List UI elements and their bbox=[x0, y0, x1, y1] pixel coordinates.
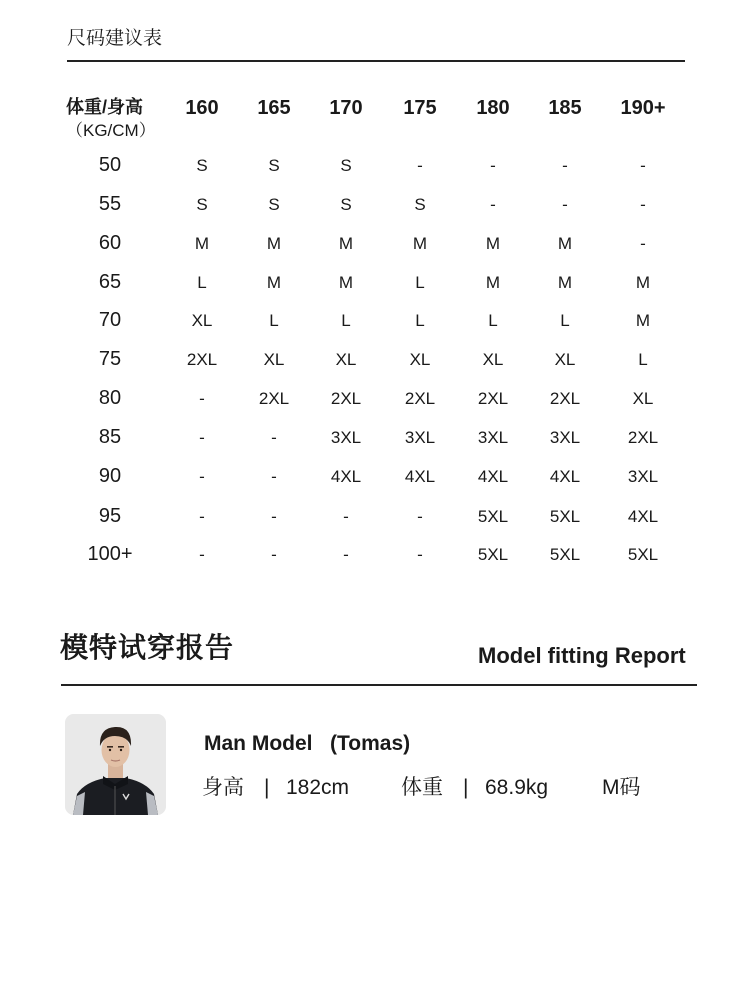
model-name: Man Model (Tomas) bbox=[204, 732, 411, 755]
model-report-title: 模特试穿报告 bbox=[60, 632, 235, 663]
size-cell: XL bbox=[263, 350, 285, 369]
size-cell: 3XL bbox=[404, 428, 436, 447]
size-cell: M bbox=[338, 234, 354, 253]
size-cell: M bbox=[338, 273, 354, 292]
size-cell: 4XL bbox=[330, 467, 362, 486]
size-cell: M bbox=[266, 234, 282, 253]
size-cell: 3XL bbox=[330, 428, 362, 447]
model-photo bbox=[65, 714, 166, 815]
size-cell: 2XL bbox=[549, 389, 581, 408]
size-cell: 5XL bbox=[477, 507, 509, 526]
size-cell: 5XL bbox=[549, 507, 581, 526]
size-cell: 5XL bbox=[627, 545, 659, 564]
weight-row-label: 60 bbox=[98, 232, 122, 254]
size-cell: - bbox=[199, 428, 205, 447]
size-cell: 4XL bbox=[627, 507, 659, 526]
weight-row-label: 85 bbox=[98, 426, 122, 448]
size-cell: 2XL bbox=[258, 389, 290, 408]
height-separator: | bbox=[264, 776, 270, 799]
weight-value: 68.9kg bbox=[485, 776, 549, 799]
size-cell: XL bbox=[482, 350, 504, 369]
size-cell: 4XL bbox=[404, 467, 436, 486]
size-cell: M bbox=[412, 234, 428, 253]
size-cell: L bbox=[488, 311, 498, 330]
size-cell: XL bbox=[191, 311, 213, 330]
height-col-0: 160 bbox=[185, 97, 219, 119]
size-cell: - bbox=[343, 507, 349, 526]
size-cell: M bbox=[557, 234, 573, 253]
size-cell: M bbox=[635, 311, 651, 330]
model-size: M码 bbox=[602, 776, 641, 799]
height-col-6: 190+ bbox=[620, 97, 666, 119]
size-cell: M bbox=[266, 273, 282, 292]
size-cell: - bbox=[199, 545, 205, 564]
size-cell: 3XL bbox=[549, 428, 581, 447]
size-cell: M bbox=[557, 273, 573, 292]
size-cell: - bbox=[417, 507, 423, 526]
size-cell: S bbox=[268, 156, 280, 175]
size-cell: S bbox=[196, 156, 208, 175]
size-cell: - bbox=[640, 234, 646, 253]
height-label: 身高 bbox=[202, 776, 244, 799]
size-cell: - bbox=[562, 195, 568, 214]
size-cell: M bbox=[194, 234, 210, 253]
size-cell: L bbox=[638, 350, 648, 369]
size-cell: - bbox=[271, 467, 277, 486]
size-cell: 2XL bbox=[186, 350, 218, 369]
size-cell: - bbox=[417, 545, 423, 564]
size-cell: - bbox=[271, 428, 277, 447]
height-col-2: 170 bbox=[329, 97, 363, 119]
weight-row-label: 95 bbox=[98, 505, 122, 527]
weight-separator: | bbox=[463, 776, 469, 799]
size-cell: XL bbox=[335, 350, 357, 369]
size-cell: - bbox=[417, 156, 423, 175]
header-weight-height-label: 体重/身高 bbox=[66, 97, 144, 117]
weight-row-label: 55 bbox=[98, 193, 122, 215]
height-col-5: 185 bbox=[548, 97, 582, 119]
weight-row-label: 50 bbox=[98, 154, 122, 176]
height-col-4: 180 bbox=[476, 97, 510, 119]
size-cell: XL bbox=[632, 389, 654, 408]
size-cell: - bbox=[343, 545, 349, 564]
size-cell: L bbox=[560, 311, 570, 330]
weight-label: 体重 bbox=[401, 776, 443, 799]
size-cell: M bbox=[485, 273, 501, 292]
size-cell: 2XL bbox=[404, 389, 436, 408]
size-cell: - bbox=[490, 195, 496, 214]
size-cell: L bbox=[269, 311, 279, 330]
report-divider bbox=[61, 684, 697, 686]
size-cell: XL bbox=[409, 350, 431, 369]
size-cell: XL bbox=[554, 350, 576, 369]
size-cell: S bbox=[196, 195, 208, 214]
size-cell: L bbox=[415, 273, 425, 292]
weight-row-label: 80 bbox=[98, 387, 122, 409]
height-value: 182cm bbox=[286, 776, 350, 799]
size-cell: 2XL bbox=[627, 428, 659, 447]
size-cell: L bbox=[415, 311, 425, 330]
height-col-3: 175 bbox=[403, 97, 437, 119]
header-unit-label: （KG/CM） bbox=[66, 121, 156, 140]
size-cell: 4XL bbox=[549, 467, 581, 486]
size-cell: 2XL bbox=[477, 389, 509, 408]
size-cell: S bbox=[414, 195, 426, 214]
size-cell: 3XL bbox=[477, 428, 509, 447]
size-cell: - bbox=[271, 545, 277, 564]
size-cell: M bbox=[635, 273, 651, 292]
size-cell: - bbox=[562, 156, 568, 175]
size-cell: - bbox=[199, 467, 205, 486]
size-cell: 5XL bbox=[477, 545, 509, 564]
size-cell: 2XL bbox=[330, 389, 362, 408]
size-cell: - bbox=[640, 156, 646, 175]
weight-row-label: 65 bbox=[98, 271, 122, 293]
size-cell: S bbox=[340, 156, 352, 175]
model-stats bbox=[202, 774, 641, 998]
size-cell: 5XL bbox=[549, 545, 581, 564]
weight-row-label: 100+ bbox=[87, 543, 133, 565]
size-cell: - bbox=[199, 389, 205, 408]
size-cell: L bbox=[341, 311, 351, 330]
top-divider bbox=[67, 60, 685, 62]
weight-row-label: 75 bbox=[98, 348, 122, 370]
height-col-1: 165 bbox=[257, 97, 291, 119]
size-cell: S bbox=[340, 195, 352, 214]
size-cell: - bbox=[271, 507, 277, 526]
size-cell: - bbox=[199, 507, 205, 526]
weight-row-label: 70 bbox=[98, 309, 122, 331]
size-chart-title: 尺码建议表 bbox=[67, 28, 163, 49]
size-cell: - bbox=[490, 156, 496, 175]
model-photo-illustration bbox=[65, 714, 166, 815]
size-cell: 3XL bbox=[627, 467, 659, 486]
size-cell: 4XL bbox=[477, 467, 509, 486]
weight-row-label: 90 bbox=[98, 465, 122, 487]
model-report-title-en: Model fitting Report bbox=[478, 643, 686, 668]
size-cell: M bbox=[485, 234, 501, 253]
size-cell: L bbox=[197, 273, 207, 292]
size-cell: - bbox=[640, 195, 646, 214]
size-cell: S bbox=[268, 195, 280, 214]
